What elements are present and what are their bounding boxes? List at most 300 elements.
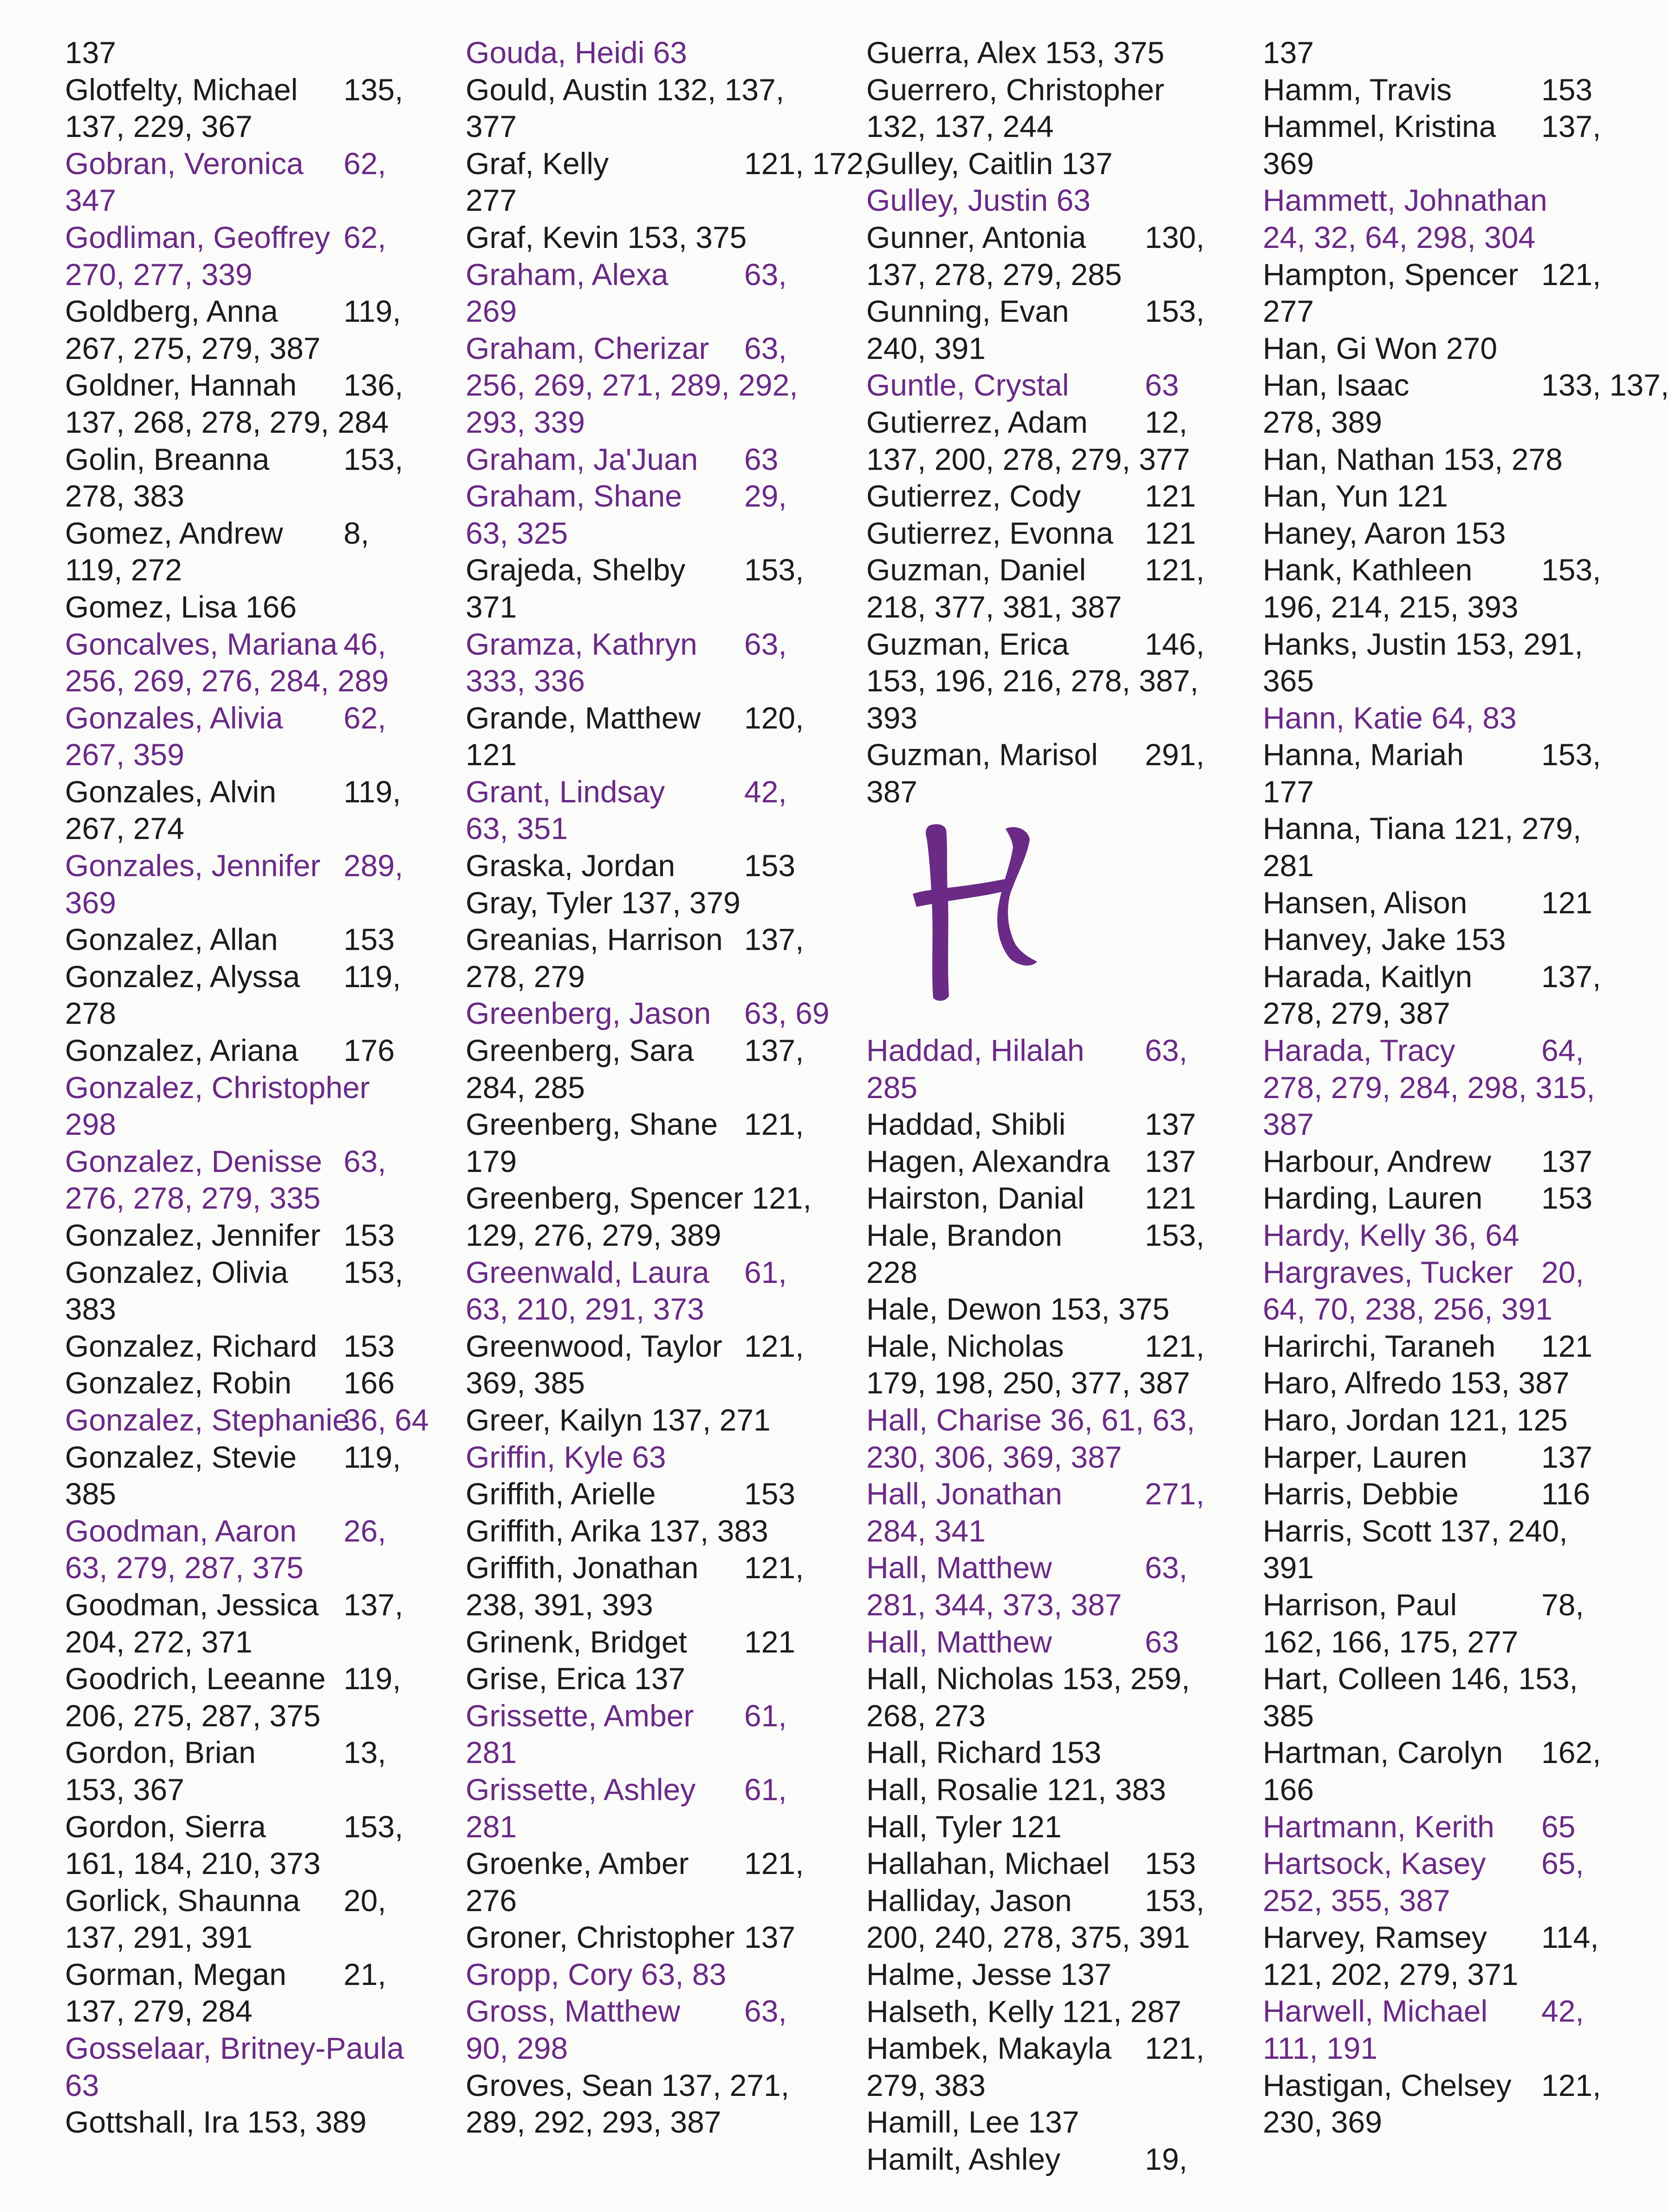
- index-entry: [866, 1217, 1238, 1254]
- entry-text: Hanna, Tiana 121, 279,: [1263, 811, 1582, 846]
- index-entry: [65, 1069, 436, 1106]
- index-entry: [65, 404, 436, 441]
- entry-text: Hansen, Alison: [1263, 885, 1468, 920]
- index-entry: [65, 552, 436, 589]
- index-entry: [65, 1254, 436, 1291]
- entry-text: 90, 298: [466, 2031, 568, 2066]
- entry-pages: 153: [1541, 1181, 1593, 1216]
- entry-pages: 121,: [1145, 553, 1205, 587]
- index-entry: [1263, 1217, 1597, 1254]
- index-entry: [866, 1698, 1238, 1735]
- index-entry: [466, 108, 837, 145]
- entry-pages: 176: [344, 1033, 395, 1068]
- entry-text: Haney, Aaron 153: [1263, 515, 1506, 550]
- index-entry: [65, 293, 436, 330]
- entry-pages: 42,: [744, 774, 787, 809]
- entry-text: Gulley, Caitlin 137: [866, 146, 1113, 181]
- index-entry: [1263, 441, 1597, 478]
- entry-text: 63, 210, 291, 373: [466, 1292, 704, 1327]
- entry-text: Harwell, Michael: [1263, 1994, 1488, 2029]
- index-entry: [866, 1549, 1238, 1587]
- index-entry: [866, 330, 1238, 367]
- entry-text: Gunning, Evan: [866, 294, 1069, 329]
- index-entry: [466, 256, 837, 293]
- entry-text: 137, 278, 279, 285: [866, 257, 1122, 292]
- entry-text: 281, 344, 373, 387: [866, 1587, 1122, 1622]
- section-letter-h: [866, 810, 1238, 1032]
- entry-text: Harrison, Paul: [1263, 1587, 1457, 1622]
- index-entry: [466, 72, 837, 109]
- entry-text: Hairston, Danial: [866, 1181, 1085, 1216]
- entry-text: 177: [1263, 774, 1314, 809]
- entry-text: Gonzalez, Ariana: [65, 1033, 299, 1068]
- entry-text: Guzman, Erica: [866, 626, 1069, 661]
- index-entry: [65, 995, 436, 1032]
- index-entry: [1263, 293, 1597, 330]
- entry-pages: 61,: [744, 1255, 787, 1289]
- entry-pages: 153: [744, 848, 796, 883]
- entry-text: 137, 279, 284: [65, 1994, 253, 2029]
- index-entry: [65, 1328, 436, 1365]
- entry-pages: 63, 69: [744, 996, 830, 1031]
- index-entry: [866, 774, 1238, 811]
- entry-pages: 153: [344, 1328, 395, 1363]
- entry-text: 377: [466, 109, 517, 144]
- entry-text: 166: [1263, 1772, 1314, 1807]
- index-entry: [65, 921, 436, 958]
- index-entry: [866, 1402, 1238, 1439]
- index-entry: [1263, 1882, 1597, 1919]
- index-entry: [1263, 810, 1597, 847]
- entry-pages: 137: [1145, 1107, 1196, 1142]
- entry-pages: 119,: [344, 1439, 401, 1474]
- index-entry: [466, 1698, 837, 1735]
- entry-pages: 271,: [1145, 1477, 1205, 1511]
- entry-pages: 133, 137,: [1541, 368, 1669, 403]
- entry-pages: 121,: [1541, 257, 1601, 292]
- index-entry: [65, 700, 436, 737]
- entry-text: Hall, Matthew: [866, 1550, 1052, 1585]
- entry-text: Graska, Jordan: [466, 848, 675, 883]
- index-column-4: [1263, 34, 1669, 2141]
- entry-text: Gulley, Justin 63: [866, 183, 1091, 218]
- index-entry: [65, 108, 436, 145]
- index-entry: [65, 1587, 436, 1624]
- entry-pages: 153,: [1541, 553, 1601, 587]
- entry-text: Hammett, Johnathan: [1263, 183, 1547, 218]
- index-entry: [866, 441, 1238, 478]
- entry-text: Harper, Lauren: [1263, 1439, 1468, 1474]
- entry-text: 278, 383: [65, 479, 184, 514]
- index-entry: [866, 293, 1238, 330]
- entry-pages: 62,: [344, 146, 386, 181]
- entry-pages: 121: [1145, 479, 1196, 514]
- entry-text: Gutierrez, Evonna: [866, 515, 1113, 550]
- entry-text: Graham, Shane: [466, 479, 682, 514]
- entry-text: 204, 272, 371: [65, 1624, 253, 1659]
- entry-text: Hanna, Mariah: [1263, 737, 1464, 772]
- entry-text: 270, 277, 339: [65, 257, 253, 292]
- index-entry: [65, 589, 436, 626]
- index-entry: [1263, 1845, 1597, 1882]
- entry-pages: 153,: [344, 1255, 403, 1289]
- entry-pages: 63,: [744, 257, 787, 292]
- entry-pages: 20,: [1541, 1255, 1584, 1289]
- index-entry: [466, 1882, 837, 1919]
- index-entry: [65, 2104, 436, 2141]
- entry-text: Hale, Nicholas: [866, 1328, 1064, 1363]
- index-entry: [866, 1734, 1238, 1771]
- index-entry: [1263, 1180, 1597, 1217]
- index-entry: [466, 293, 837, 330]
- entry-text: Graham, Cherizar: [466, 331, 709, 365]
- entry-pages: 119,: [344, 959, 401, 994]
- index-entry: [65, 1549, 436, 1587]
- entry-text: 137: [65, 35, 117, 70]
- entry-pages: 36, 64: [344, 1402, 429, 1437]
- entry-text: 218, 377, 381, 387: [866, 589, 1122, 624]
- entry-text: 281: [1263, 848, 1314, 883]
- index-entry: [1263, 1809, 1597, 1846]
- entry-text: 63, 351: [466, 811, 568, 846]
- index-entry: [65, 2067, 436, 2104]
- entry-text: 277: [466, 183, 517, 218]
- index-entry: [466, 2067, 837, 2104]
- entry-text: Hampton, Spencer: [1263, 257, 1519, 292]
- entry-text: 293, 339: [466, 404, 585, 439]
- section-letter-h-glyph: [894, 820, 1052, 1005]
- index-entry: [866, 1143, 1238, 1180]
- index-entry: [65, 1993, 436, 2030]
- entry-pages: 12,: [1145, 404, 1188, 439]
- index-entry: [1263, 1143, 1597, 1180]
- index-entry: [866, 1069, 1238, 1106]
- index-entry: [65, 1365, 436, 1402]
- entry-text: Griffith, Arika 137, 383: [466, 1513, 768, 1548]
- entry-text: 267, 359: [65, 737, 184, 772]
- index-entry: [866, 219, 1238, 256]
- entry-pages: 63,: [744, 626, 787, 661]
- entry-pages: 137,: [344, 1587, 403, 1622]
- index-entry: [866, 478, 1238, 515]
- entry-text: Greenwald, Laura: [466, 1255, 709, 1289]
- index-entry: [466, 1217, 837, 1254]
- index-entry: [1263, 1106, 1597, 1143]
- entry-text: 137, 291, 391: [65, 1920, 253, 1955]
- index-entry: [466, 34, 837, 72]
- entry-pages: 135,: [344, 72, 403, 107]
- entry-text: Han, Nathan 153, 278: [1263, 442, 1563, 476]
- entry-text: Greenberg, Sara: [466, 1033, 694, 1068]
- index-entry: [866, 1956, 1238, 1993]
- index-entry: [866, 1809, 1238, 1846]
- entry-text: Hastigan, Chelsey: [1263, 2068, 1512, 2102]
- entry-text: Goldberg, Anna: [65, 294, 278, 329]
- entry-text: Gordon, Brian: [65, 1735, 256, 1770]
- entry-text: 391: [1263, 1550, 1314, 1585]
- index-entry: [866, 108, 1238, 145]
- entry-pages: 153: [744, 1477, 796, 1511]
- entry-text: Hammel, Kristina: [1263, 109, 1496, 144]
- entry-text: Harding, Lauren: [1263, 1181, 1483, 1216]
- index-entry: [65, 1771, 436, 1809]
- entry-text: Griffin, Kyle 63: [466, 1439, 666, 1474]
- index-entry: [65, 1845, 436, 1882]
- entry-text: Golin, Breanna: [65, 442, 270, 476]
- entry-text: Hallahan, Michael: [866, 1846, 1110, 1881]
- index-entry: [466, 367, 837, 404]
- entry-pages: 119,: [344, 774, 401, 809]
- entry-pages: 21,: [344, 1957, 386, 1991]
- index-entry: [1263, 330, 1597, 367]
- entry-text: Groner, Christopher: [466, 1920, 735, 1955]
- entry-text: 269: [466, 294, 517, 329]
- index-entry: [1263, 1698, 1597, 1735]
- entry-text: 369: [65, 885, 117, 920]
- index-entry: [866, 589, 1238, 626]
- entry-text: 385: [1263, 1698, 1314, 1733]
- index-entry: [65, 810, 436, 847]
- entry-pages: 121: [1145, 1181, 1196, 1216]
- entry-pages: 153,: [1145, 1218, 1205, 1253]
- entry-pages: 26,: [344, 1513, 386, 1548]
- entry-pages: 121,: [1145, 2031, 1205, 2066]
- entry-pages: 120,: [744, 700, 804, 735]
- entry-pages: 121: [1541, 1328, 1593, 1363]
- entry-text: 278: [65, 996, 117, 1031]
- entry-text: 371: [466, 589, 517, 624]
- entry-text: 298: [65, 1107, 117, 1142]
- entry-text: 63, 279, 287, 375: [65, 1550, 304, 1585]
- index-entry: [65, 1734, 436, 1771]
- entry-pages: 65,: [1541, 1846, 1584, 1881]
- index-entry: [466, 219, 837, 256]
- entry-text: Hall, Charise 36, 61, 63,: [866, 1403, 1195, 1437]
- entry-text: Godliman, Geoffrey: [65, 220, 331, 254]
- entry-text: Grajeda, Shelby: [466, 553, 686, 587]
- entry-text: Gonzalez, Allan: [65, 922, 278, 957]
- index-entry: [1263, 72, 1597, 109]
- index-entry: [866, 515, 1238, 552]
- index-entry: [65, 736, 436, 774]
- entry-text: 137, 200, 278, 279, 377: [866, 442, 1190, 476]
- index-entry: [866, 72, 1238, 109]
- entry-text: Guzman, Daniel: [866, 553, 1086, 587]
- index-entry: [866, 367, 1238, 404]
- index-entry: [1263, 108, 1601, 145]
- entry-pages: 46,: [344, 626, 386, 661]
- entry-pages: 130,: [1145, 220, 1205, 254]
- entry-text: Gorman, Megan: [65, 1957, 286, 1991]
- index-entry: [1263, 1660, 1597, 1698]
- entry-text: Gonzalez, Christopher: [65, 1070, 370, 1105]
- index-entry: [866, 1254, 1238, 1291]
- entry-text: 276, 278, 279, 335: [65, 1181, 321, 1216]
- entry-pages: 63,: [1145, 1550, 1188, 1585]
- entry-pages: 29,: [744, 479, 787, 514]
- index-entry: [65, 330, 436, 367]
- index-entry: [866, 145, 1238, 182]
- entry-text: 278, 279, 387: [1263, 996, 1450, 1031]
- entry-pages: 19,: [1145, 2141, 1188, 2176]
- entry-text: Graham, Ja'Juan: [466, 442, 698, 476]
- index-entry: [866, 256, 1238, 293]
- entry-text: Gosselaar, Britney-Paula: [65, 2031, 404, 2066]
- entry-text: Gutierrez, Adam: [866, 404, 1088, 439]
- entry-text: Graf, Kelly: [466, 146, 609, 181]
- entry-pages: 78,: [1541, 1587, 1584, 1622]
- entry-pages: 146,: [1145, 626, 1205, 661]
- entry-text: Hale, Brandon: [866, 1218, 1062, 1253]
- entry-pages: 162,: [1541, 1735, 1601, 1770]
- index-entry: [65, 1660, 436, 1698]
- entry-text: 179: [466, 1144, 517, 1178]
- index-entry: [866, 1439, 1238, 1476]
- entry-text: Harris, Debbie: [1263, 1477, 1459, 1511]
- index-entry: [466, 736, 837, 774]
- entry-text: Hann, Katie 64, 83: [1263, 700, 1517, 735]
- entry-text: 365: [1263, 664, 1314, 698]
- entry-pages: 137: [1145, 1144, 1196, 1178]
- entry-text: 387: [1263, 1107, 1314, 1142]
- index-entry: [1263, 921, 1597, 958]
- entry-text: 276: [466, 1883, 517, 1918]
- entry-text: Goodman, Jessica: [65, 1587, 319, 1622]
- index-entry: [466, 921, 837, 958]
- index-entry: [65, 774, 436, 811]
- entry-text: Gonzalez, Alyssa: [65, 959, 300, 994]
- entry-text: Gottshall, Ira 153, 389: [65, 2105, 367, 2140]
- index-entry: [466, 1069, 837, 1106]
- index-entry: [1263, 1476, 1597, 1513]
- index-entry: [1263, 1993, 1597, 2030]
- entry-text: 284, 341: [866, 1513, 986, 1548]
- entry-pages: 121,: [744, 1550, 804, 1585]
- entry-text: Grande, Matthew: [466, 700, 701, 735]
- index-entry: [466, 1549, 837, 1587]
- index-entry: [466, 1476, 837, 1513]
- index-entry: [1263, 219, 1597, 256]
- entry-text: 162, 166, 175, 277: [1263, 1624, 1519, 1659]
- entry-pages: 119,: [344, 294, 401, 329]
- index-entry: [866, 182, 1238, 219]
- entry-text: Groves, Sean 137, 271,: [466, 2068, 790, 2102]
- entry-text: 278, 279: [466, 959, 585, 994]
- entry-text: 111, 191: [1263, 2031, 1378, 2066]
- index-entry: [866, 1587, 1238, 1624]
- entry-pages: 137: [1541, 1144, 1593, 1178]
- entry-text: 228: [866, 1255, 918, 1289]
- index-entry: [1263, 1328, 1597, 1365]
- entry-text: Gould, Austin 132, 137,: [466, 72, 785, 107]
- entry-pages: 137,: [744, 1033, 804, 1068]
- entry-text: Harbour, Andrew: [1263, 1144, 1491, 1178]
- index-entry: [1263, 1365, 1597, 1402]
- entry-text: Graf, Kevin 153, 375: [466, 220, 747, 254]
- entry-pages: 137,: [1541, 959, 1601, 994]
- index-entry: [65, 1882, 436, 1919]
- index-entry: [466, 1956, 837, 1993]
- entry-text: 285: [866, 1070, 918, 1105]
- entry-text: Gross, Matthew: [466, 1994, 681, 2029]
- index-entry: [1263, 404, 1597, 441]
- entry-text: Han, Yun 121: [1263, 479, 1448, 514]
- index-entry: [466, 1254, 837, 1291]
- index-entry: [866, 1106, 1238, 1143]
- entry-text: Gonzales, Jennifer: [65, 848, 321, 883]
- entry-text: Harirchi, Taraneh: [1263, 1328, 1496, 1363]
- entry-text: Greanias, Harrison: [466, 922, 723, 957]
- index-entry: [466, 1032, 837, 1069]
- entry-text: Guntle, Crystal: [866, 368, 1069, 403]
- index-entry: [866, 1513, 1238, 1550]
- entry-text: 238, 391, 393: [466, 1587, 653, 1622]
- index-entry: [866, 552, 1238, 589]
- entry-text: Goodrich, Leeanne: [65, 1661, 326, 1696]
- index-entry: [65, 256, 436, 293]
- entry-text: Hank, Kathleen: [1263, 553, 1473, 587]
- entry-text: Harris, Scott 137, 240,: [1263, 1513, 1568, 1548]
- index-column-2: [466, 34, 872, 2141]
- index-entry: [866, 1032, 1238, 1069]
- entry-text: Hanvey, Jake 153: [1263, 922, 1506, 957]
- index-entry: [466, 1993, 837, 2030]
- entry-pages: 153,: [1541, 737, 1601, 772]
- entry-text: Goldner, Hannah: [65, 368, 297, 403]
- index-entry: [65, 34, 436, 72]
- index-entry: [466, 1919, 837, 1956]
- index-entry: [1263, 1291, 1597, 1328]
- index-entry: [65, 1106, 436, 1143]
- entry-text: Gropp, Cory 63, 83: [466, 1957, 727, 1991]
- entry-text: Hardy, Kelly 36, 64: [1263, 1218, 1520, 1252]
- index-entry: [1263, 2030, 1597, 2067]
- entry-pages: 119,: [344, 1661, 401, 1696]
- index-entry: [1263, 1771, 1597, 1809]
- entry-pages: 64,: [1541, 1033, 1584, 1068]
- index-entry: [466, 478, 837, 515]
- entry-text: Gonzalez, Stephanie: [65, 1402, 350, 1437]
- index-entry: [466, 995, 837, 1032]
- entry-pages: 61,: [744, 1698, 787, 1733]
- entry-text: Gouda, Heidi 63: [466, 35, 687, 70]
- index-entry: [866, 1919, 1238, 1956]
- entry-text: Harada, Tracy: [1263, 1033, 1455, 1068]
- entry-text: Guzman, Marisol: [866, 737, 1098, 772]
- entry-pages: 42,: [1541, 1994, 1584, 2029]
- index-entry: [1263, 626, 1597, 663]
- entry-text: 267, 274: [65, 811, 184, 846]
- entry-pages: 63: [744, 442, 779, 476]
- entry-pages: 153,: [1145, 294, 1205, 329]
- entry-pages: 63,: [1145, 1033, 1188, 1068]
- entry-text: Grant, Lindsay: [466, 774, 665, 809]
- index-entry: [466, 1734, 837, 1771]
- index-entry: [1263, 958, 1601, 995]
- entry-text: Harada, Kaitlyn: [1263, 959, 1473, 994]
- index-entry: [466, 774, 837, 811]
- index-entry: [1263, 1254, 1597, 1291]
- entry-text: Grissette, Ashley: [466, 1772, 696, 1807]
- entry-pages: 121, 172,: [744, 146, 872, 181]
- entry-text: Haro, Jordan 121, 125: [1263, 1402, 1568, 1437]
- index-entry: [866, 1882, 1238, 1919]
- entry-text: Gonzalez, Olivia: [65, 1255, 288, 1289]
- entry-text: 347: [65, 183, 117, 218]
- entry-text: Hartmann, Kerith: [1263, 1809, 1494, 1844]
- entry-pages: 121,: [744, 1846, 804, 1881]
- entry-pages: 63: [1145, 1624, 1179, 1659]
